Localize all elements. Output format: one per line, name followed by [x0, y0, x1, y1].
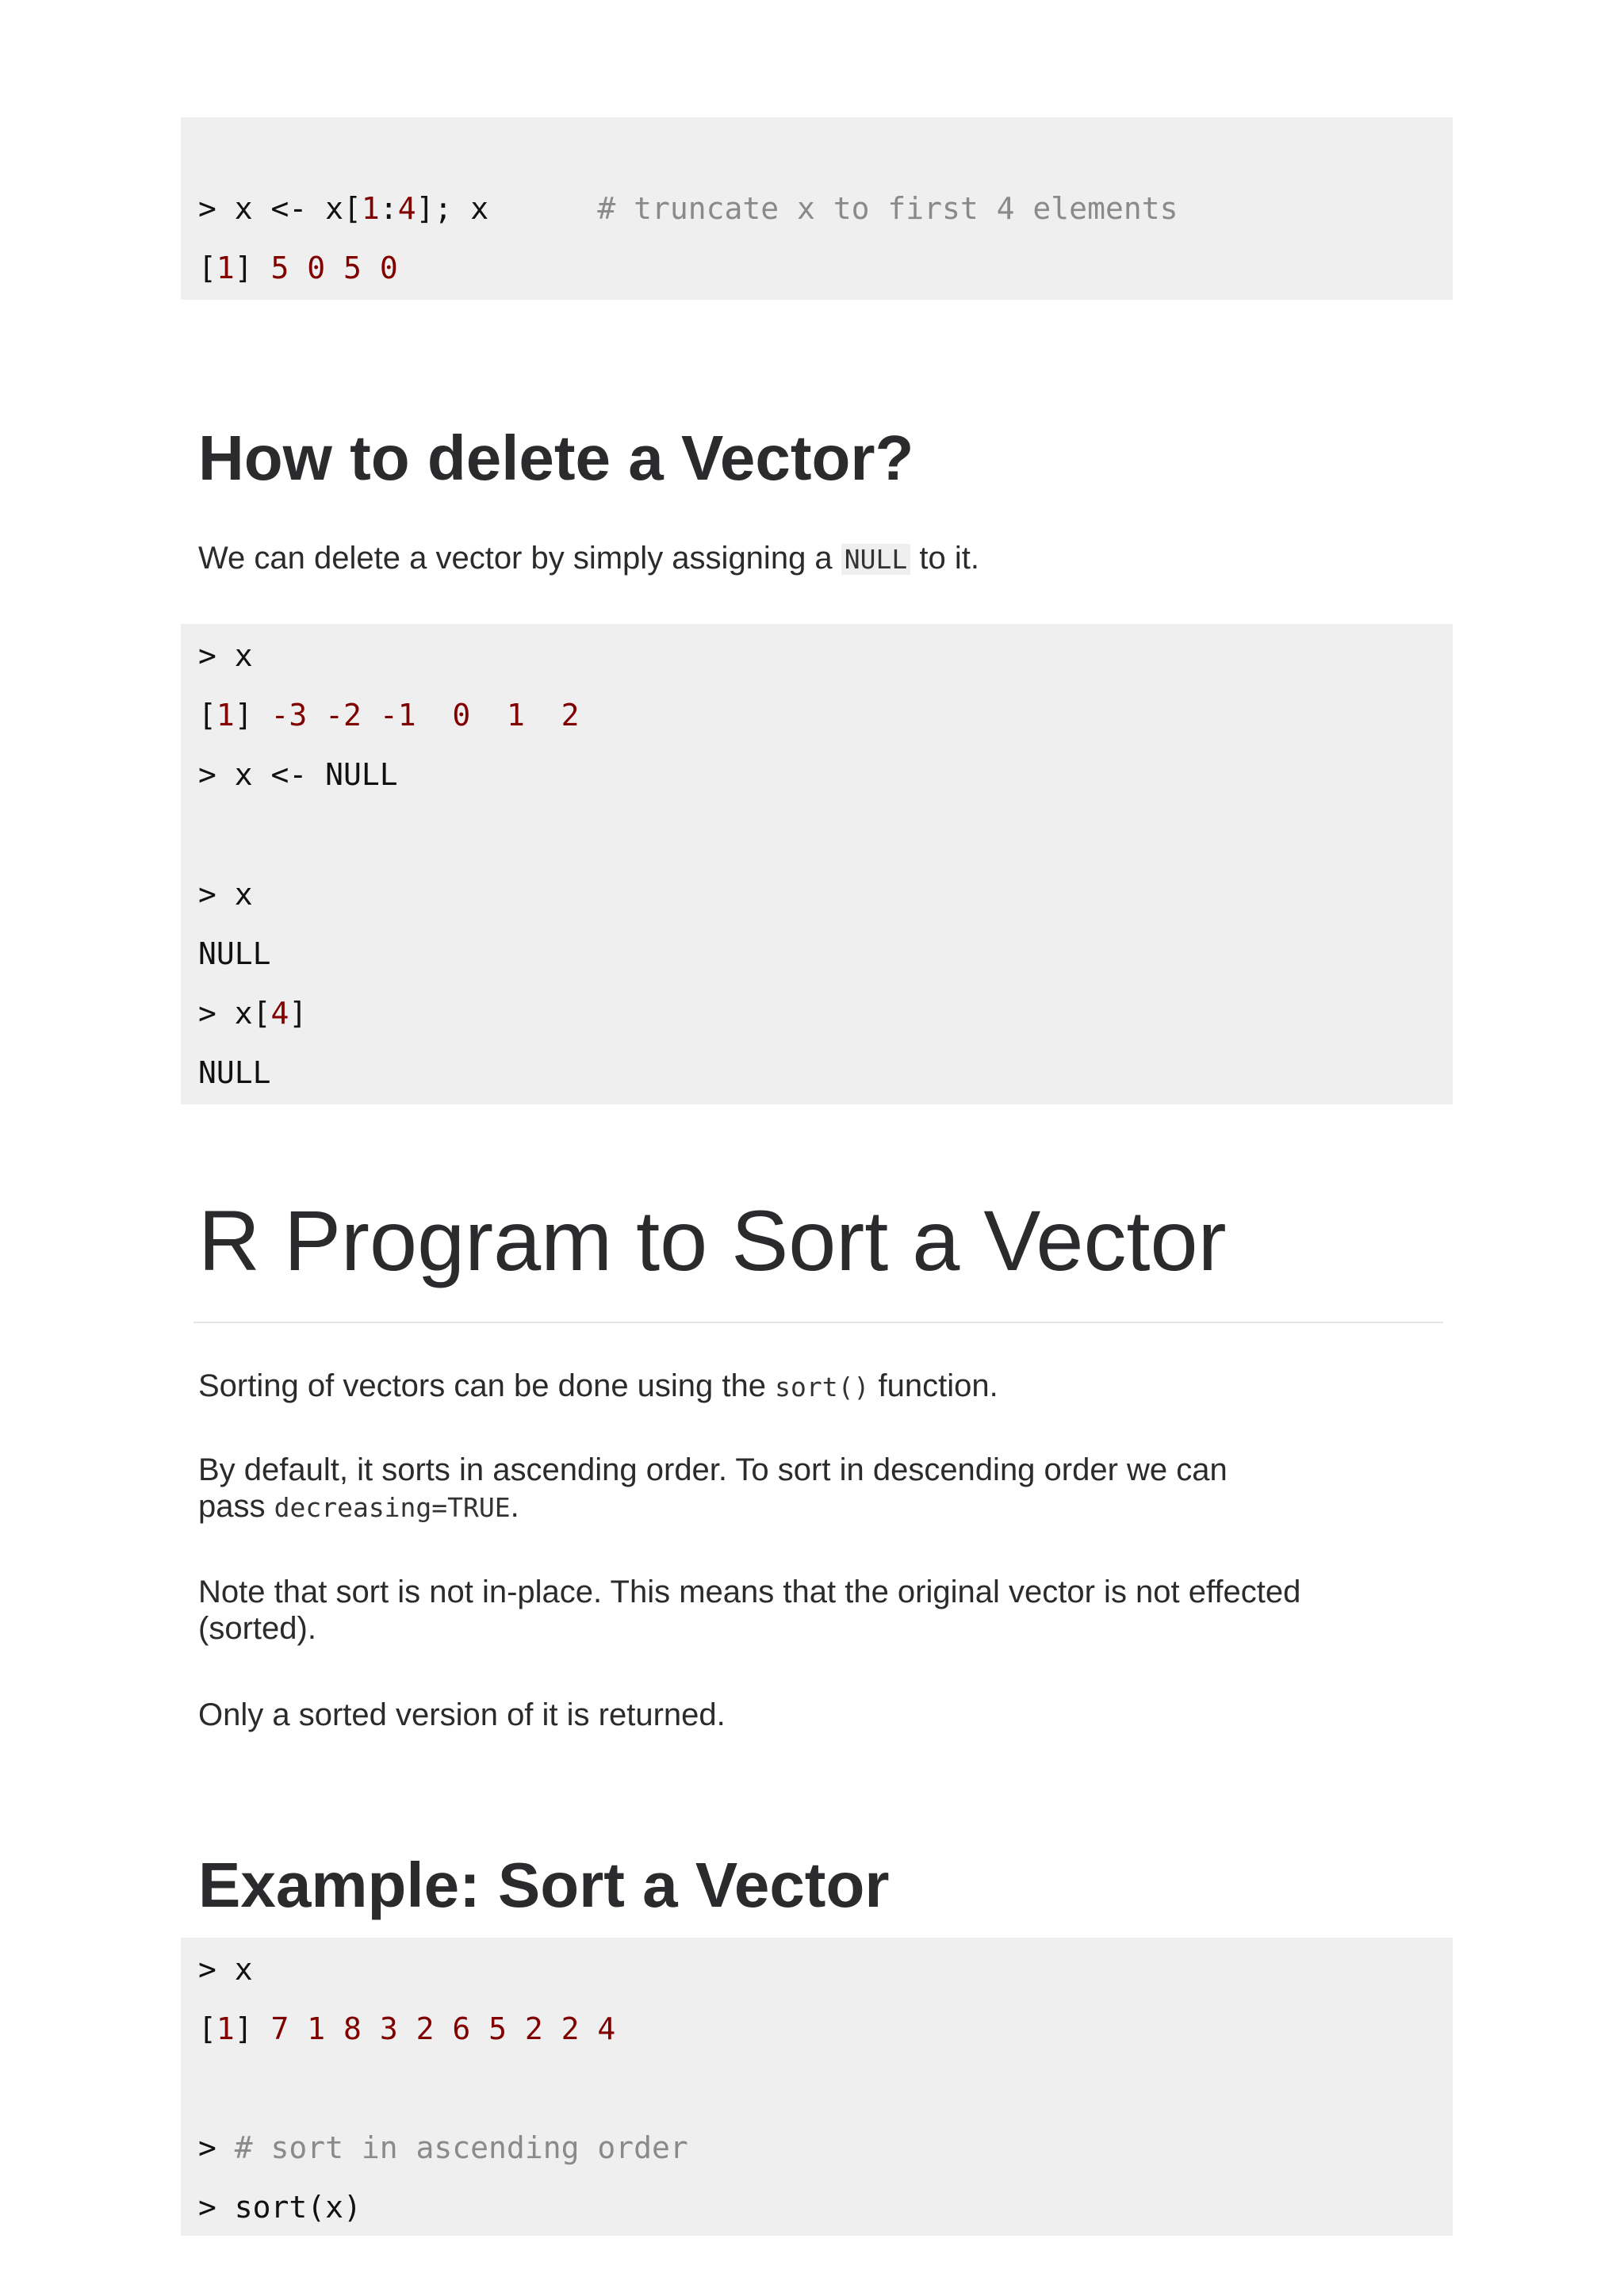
heading-example-sort: Example: Sort a Vector: [198, 1850, 890, 1920]
code-line: > x: [198, 638, 253, 673]
page-title-sort-vector: R Program to Sort a Vector: [198, 1192, 1227, 1288]
inline-code-null: NULL: [841, 544, 910, 575]
paragraph-sort-function: Sorting of vectors can be done using the sort() function.: [198, 1368, 998, 1403]
code-line: > x <- NULL: [198, 757, 398, 792]
code-output-line: NULL: [198, 936, 271, 971]
code-block-truncate-content: [181, 117, 1453, 300]
code-line: > sort(x): [198, 2190, 362, 2225]
code-output-line: NULL: [198, 1055, 271, 1090]
title-divider: [193, 1322, 1443, 1323]
code-comment: # truncate x to first 4 elements: [597, 191, 1178, 226]
code-line: > x: [198, 877, 253, 912]
heading-delete-vector: How to delete a Vector?: [198, 423, 914, 493]
code-line: > x: [198, 1952, 253, 1987]
inline-code-decreasing: decreasing=TRUE: [274, 1492, 511, 1523]
code-block-sort-example: [181, 1938, 1453, 2236]
code-line: > x[4]: [198, 996, 308, 1031]
inline-code-sort: sort(): [775, 1372, 870, 1402]
paragraph-not-in-place: Note that sort is not in-place. This means that the original vector is not effected (sorted).: [198, 1575, 1301, 1646]
code-output-line: [1] 5 0 5 0: [198, 251, 398, 285]
code-block-delete: [181, 624, 1453, 1104]
paragraph-sorted-version: Only a sorted version of it is returned.: [198, 1697, 726, 1732]
code-output-line: [1] 7 1 8 3 2 6 5 2 2 4: [198, 2011, 616, 2046]
code-comment: # sort in ascending order: [234, 2130, 688, 2165]
code-line-truncate: > x <- x[1:4]; x # truncate x to first 4 elements: [198, 191, 1178, 226]
paragraph-default-order: By default, it sorts in ascending order. To sort in descending order we can pass decreasing=TRUE.: [198, 1452, 1228, 1524]
code-output-line: [1] -3 -2 -1 0 1 2: [198, 698, 580, 733]
paragraph-delete: We can delete a vector by simply assigning a NULL to it.: [198, 541, 979, 576]
code-line: > # sort in ascending order: [198, 2130, 688, 2165]
